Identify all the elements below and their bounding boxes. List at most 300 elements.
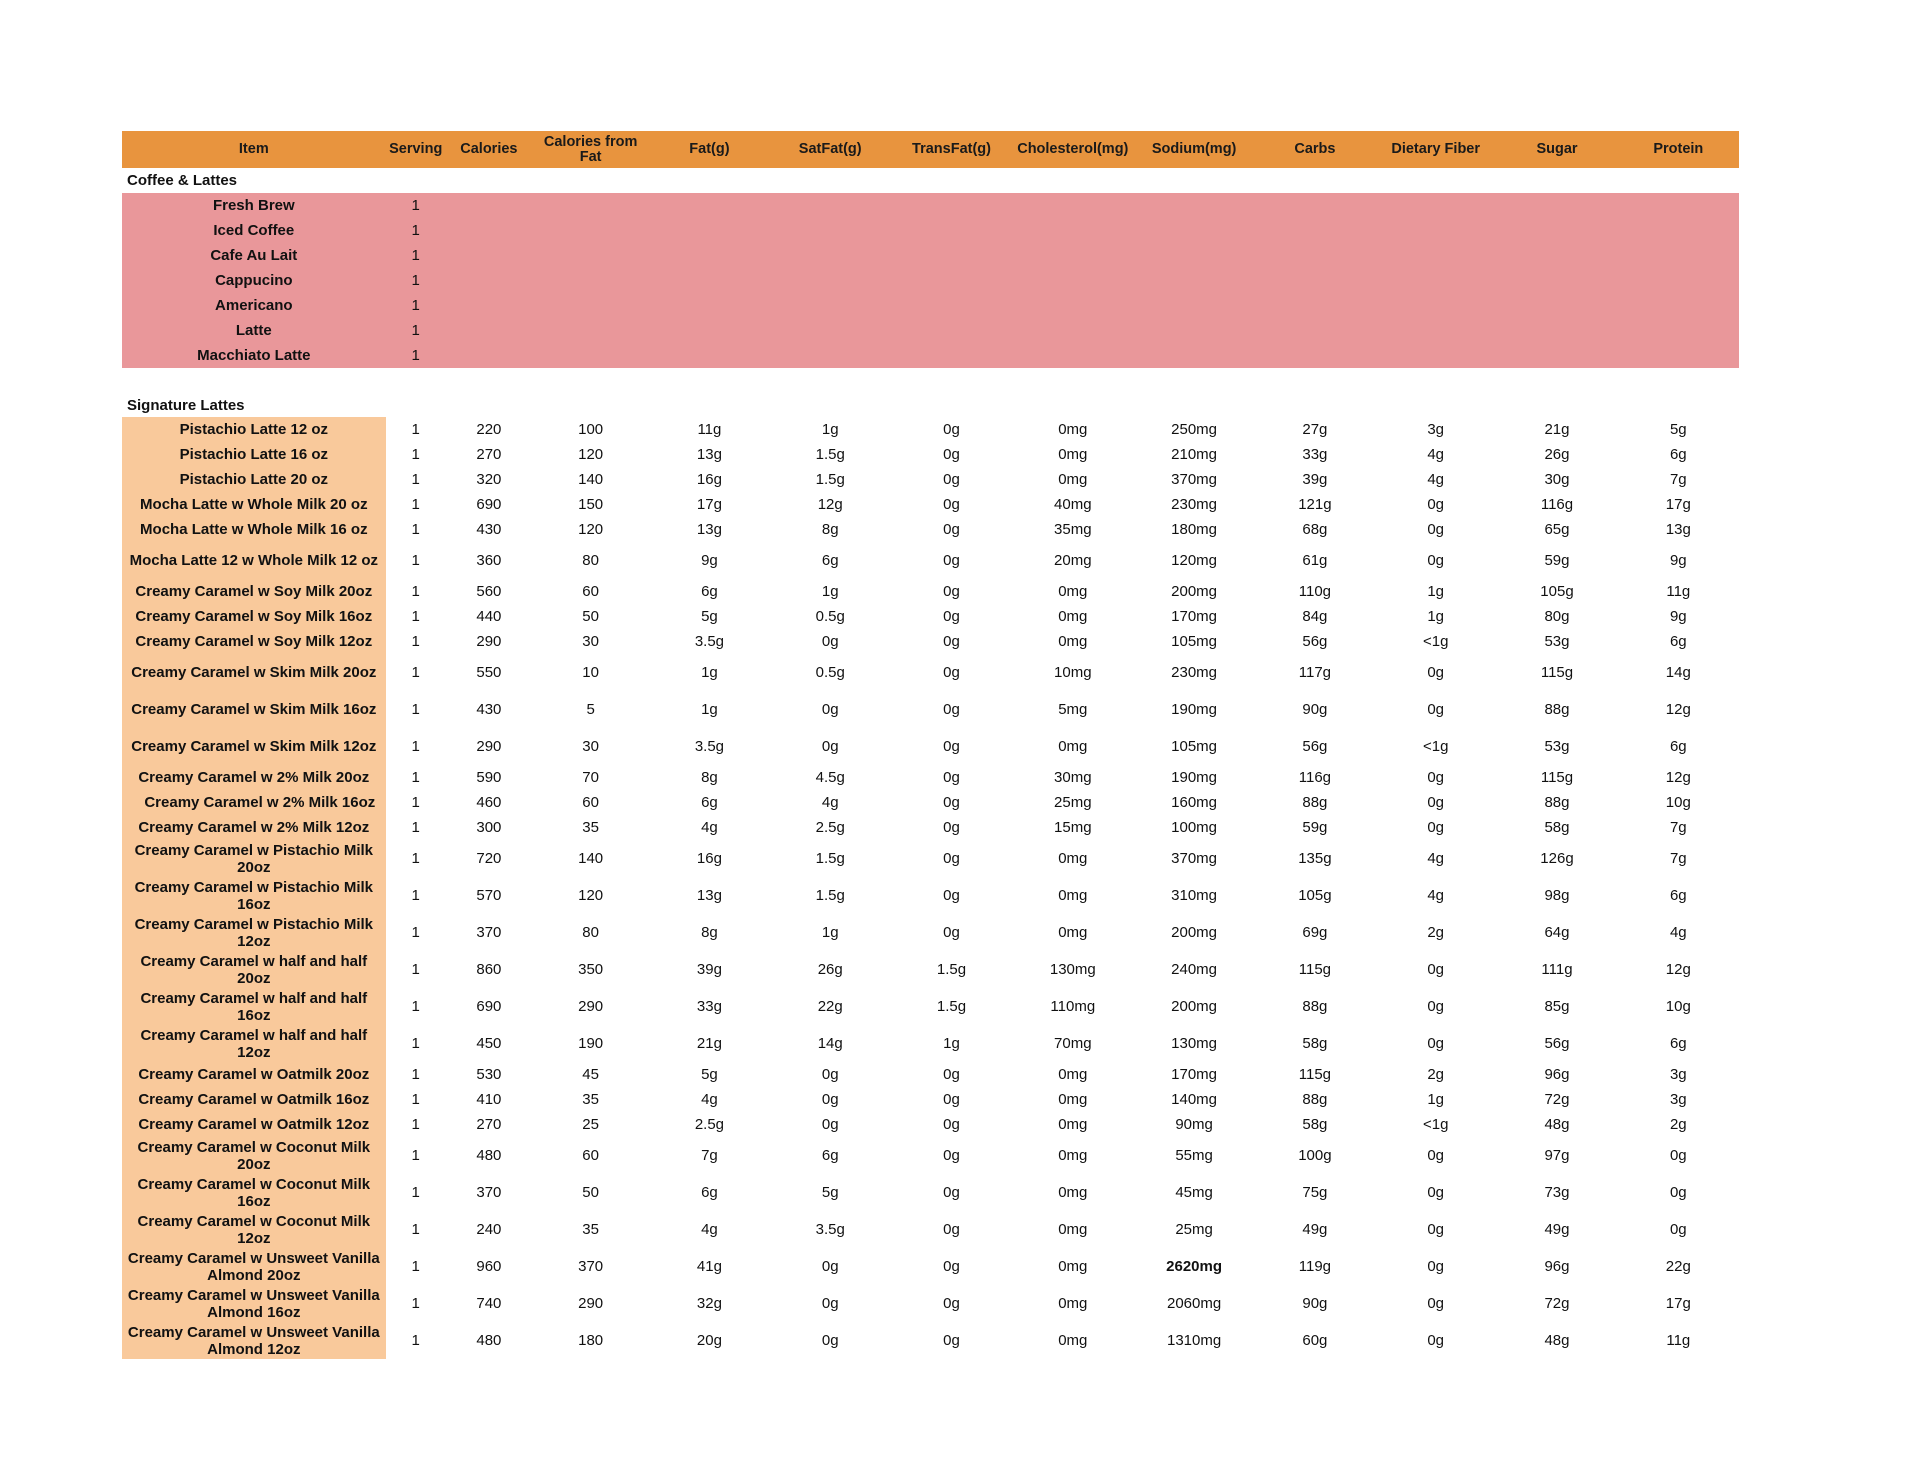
dietary-fiber-cell: 1g [1375,579,1496,604]
fat-cell: 1g [649,654,769,691]
dietary-fiber-cell: 1g [1375,604,1496,629]
calories-cell: 320 [446,467,532,492]
calories-from-fat-cell: 120 [532,442,649,467]
calories-from-fat-cell: 140 [532,840,649,877]
empty-cell [770,193,891,218]
fat-cell: 13g [649,517,769,542]
empty-cell [1375,268,1496,293]
empty-cell [1133,243,1254,268]
item-name: Fresh Brew [122,193,386,218]
transfat-cell: 0g [891,442,1012,467]
calories-cell: 290 [446,629,532,654]
item-name: Creamy Caramel w Soy Milk 20oz [122,579,386,604]
item-name: Creamy Caramel w Pistachio Milk 16oz [122,877,386,914]
satfat-cell: 0g [770,728,891,765]
transfat-cell: 0g [891,1211,1012,1248]
table-row [122,654,1739,691]
sodium-cell: 190mg [1133,765,1254,790]
table-row [122,243,1739,268]
transfat-cell: 0g [891,1285,1012,1322]
empty-cell [446,218,532,243]
serving-cell: 1 [386,604,446,629]
protein-cell: 2g [1618,1112,1739,1137]
cholesterol-cell: 40mg [1012,492,1133,517]
serving-cell: 1 [386,765,446,790]
sugar-cell: 115g [1496,765,1617,790]
sodium-cell: 200mg [1133,914,1254,951]
protein-cell: 4g [1618,914,1739,951]
table-row [122,790,1739,815]
protein-cell: 0g [1618,1137,1739,1174]
table-row [122,218,1739,243]
fat-cell: 32g [649,1285,769,1322]
fat-cell: 6g [649,1174,769,1211]
item-name: Creamy Caramel w 2% Milk 20oz [122,765,386,790]
calories-cell: 430 [446,517,532,542]
serving-cell: 1 [386,243,446,268]
cholesterol-cell: 0mg [1012,728,1133,765]
cholesterol-cell: 110mg [1012,988,1133,1025]
item-name: Creamy Caramel w Pistachio Milk 20oz [122,840,386,877]
calories-from-fat-cell: 50 [532,604,649,629]
transfat-cell: 0g [891,815,1012,840]
empty-cell [891,343,1012,368]
empty-cell [446,343,532,368]
cholesterol-cell: 10mg [1012,654,1133,691]
transfat-cell: 0g [891,840,1012,877]
empty-cell [1133,268,1254,293]
sugar-cell: 58g [1496,815,1617,840]
transfat-cell: 0g [891,517,1012,542]
fat-cell: 8g [649,765,769,790]
calories-from-fat-cell: 80 [532,542,649,579]
empty-cell [1375,218,1496,243]
empty-cell [1255,243,1375,268]
carbs-cell: 121g [1255,492,1375,517]
satfat-cell: 1g [770,914,891,951]
satfat-cell: 0g [770,1087,891,1112]
dietary-fiber-cell: 3g [1375,417,1496,442]
empty-cell [1375,193,1496,218]
dietary-fiber-cell: 0g [1375,1137,1496,1174]
table-row [122,1025,1739,1062]
sodium-cell: 370mg [1133,467,1254,492]
empty-cell [1375,343,1496,368]
calories-from-fat-cell: 30 [532,629,649,654]
satfat-cell: 4.5g [770,765,891,790]
dietary-fiber-cell: 0g [1375,815,1496,840]
sodium-cell: 370mg [1133,840,1254,877]
empty-cell [1375,318,1496,343]
table-row [122,914,1739,951]
item-name: Creamy Caramel w Coconut Milk 12oz [122,1211,386,1248]
sodium-cell: 90mg [1133,1112,1254,1137]
fat-cell: 4g [649,1087,769,1112]
item-name: Mocha Latte w Whole Milk 20 oz [122,492,386,517]
carbs-cell: 58g [1255,1025,1375,1062]
dietary-fiber-cell: 0g [1375,1285,1496,1322]
transfat-cell: 0g [891,1322,1012,1359]
carbs-cell: 88g [1255,1087,1375,1112]
calories-from-fat-cell: 150 [532,492,649,517]
protein-cell: 0g [1618,1211,1739,1248]
protein-cell: 9g [1618,542,1739,579]
protein-cell: 6g [1618,1025,1739,1062]
satfat-cell: 6g [770,542,891,579]
satfat-cell: 22g [770,988,891,1025]
cholesterol-cell: 0mg [1012,840,1133,877]
cholesterol-cell: 0mg [1012,914,1133,951]
empty-cell [1255,343,1375,368]
protein-cell: 9g [1618,604,1739,629]
calories-from-fat-cell: 50 [532,1174,649,1211]
item-name: Creamy Caramel w Coconut Milk 20oz [122,1137,386,1174]
dietary-fiber-cell: 0g [1375,1322,1496,1359]
table-row [122,840,1739,877]
dietary-fiber-cell: 0g [1375,790,1496,815]
carbs-cell: 59g [1255,815,1375,840]
satfat-cell: 1g [770,417,891,442]
table-row [122,517,1739,542]
sugar-cell: 21g [1496,417,1617,442]
calories-cell: 560 [446,579,532,604]
table-row [122,1285,1739,1322]
calories-cell: 530 [446,1062,532,1087]
fat-cell: 9g [649,542,769,579]
calories-from-fat-cell: 290 [532,988,649,1025]
calories-cell: 590 [446,765,532,790]
empty-cell [1012,293,1133,318]
empty-cell [532,243,649,268]
dietary-fiber-cell: 0g [1375,1025,1496,1062]
dietary-fiber-cell: 0g [1375,691,1496,728]
dietary-fiber-cell: 0g [1375,492,1496,517]
calories-cell: 960 [446,1248,532,1285]
item-name: Creamy Caramel w Pistachio Milk 12oz [122,914,386,951]
section-title: Coffee & Lattes [122,168,1739,193]
cholesterol-cell: 0mg [1012,442,1133,467]
protein-cell: 17g [1618,492,1739,517]
column-header-calories: Calories [446,131,532,168]
serving-cell: 1 [386,629,446,654]
sodium-cell: 200mg [1133,579,1254,604]
calories-cell: 270 [446,1112,532,1137]
table-row [122,1087,1739,1112]
protein-cell: 12g [1618,951,1739,988]
fat-cell: 16g [649,467,769,492]
calories-cell: 240 [446,1211,532,1248]
table-row [122,629,1739,654]
sugar-cell: 53g [1496,629,1617,654]
cholesterol-cell: 35mg [1012,517,1133,542]
sodium-cell: 240mg [1133,951,1254,988]
sodium-cell: 180mg [1133,517,1254,542]
protein-cell: 3g [1618,1062,1739,1087]
protein-cell: 17g [1618,1285,1739,1322]
transfat-cell: 0g [891,604,1012,629]
empty-cell [891,218,1012,243]
carbs-cell: 90g [1255,1285,1375,1322]
calories-from-fat-cell: 100 [532,417,649,442]
sodium-cell: 120mg [1133,542,1254,579]
table-row [122,691,1739,728]
satfat-cell: 3.5g [770,1211,891,1248]
calories-from-fat-cell: 5 [532,691,649,728]
satfat-cell: 0g [770,1285,891,1322]
transfat-cell: 1g [891,1025,1012,1062]
empty-cell [1496,343,1617,368]
serving-cell: 1 [386,1211,446,1248]
calories-from-fat-cell: 60 [532,790,649,815]
serving-cell: 1 [386,951,446,988]
protein-cell: 7g [1618,840,1739,877]
protein-cell: 14g [1618,654,1739,691]
sugar-cell: 97g [1496,1137,1617,1174]
dietary-fiber-cell: 0g [1375,1211,1496,1248]
serving-cell: 1 [386,492,446,517]
empty-cell [770,268,891,293]
empty-cell [649,193,769,218]
item-name: Latte [122,318,386,343]
fat-cell: 17g [649,492,769,517]
serving-cell: 1 [386,467,446,492]
empty-cell [1012,343,1133,368]
satfat-cell: 6g [770,1137,891,1174]
satfat-cell: 0g [770,1248,891,1285]
serving-cell: 1 [386,1062,446,1087]
empty-cell [1496,318,1617,343]
empty-cell [532,218,649,243]
column-header-satfat: SatFat(g) [770,131,891,168]
item-name: Creamy Caramel w Skim Milk 16oz [122,691,386,728]
calories-from-fat-cell: 180 [532,1322,649,1359]
empty-cell [770,243,891,268]
calories-cell: 720 [446,840,532,877]
carbs-cell: 88g [1255,988,1375,1025]
calories-cell: 570 [446,877,532,914]
calories-from-fat-cell: 370 [532,1248,649,1285]
satfat-cell: 26g [770,951,891,988]
column-header-fat: Fat(g) [649,131,769,168]
table-row [122,815,1739,840]
carbs-cell: 115g [1255,951,1375,988]
calories-cell: 860 [446,951,532,988]
serving-cell: 1 [386,579,446,604]
empty-cell [1618,243,1739,268]
sodium-cell: 25mg [1133,1211,1254,1248]
column-header-sugar: Sugar [1496,131,1617,168]
table-row [122,579,1739,604]
dietary-fiber-cell: 0g [1375,1248,1496,1285]
item-name: Creamy Caramel w Unsweet Vanilla Almond 20oz [122,1248,386,1285]
empty-cell [770,218,891,243]
satfat-cell: 1.5g [770,442,891,467]
transfat-cell: 0g [891,1112,1012,1137]
empty-cell [649,218,769,243]
transfat-cell: 1.5g [891,988,1012,1025]
empty-cell [532,293,649,318]
sugar-cell: 96g [1496,1248,1617,1285]
transfat-cell: 0g [891,492,1012,517]
transfat-cell: 0g [891,417,1012,442]
dietary-fiber-cell: <1g [1375,1112,1496,1137]
empty-cell [1255,218,1375,243]
section-header-row [122,393,1739,417]
empty-cell [770,318,891,343]
calories-from-fat-cell: 120 [532,877,649,914]
section-title: Signature Lattes [122,393,1739,417]
table-row [122,1211,1739,1248]
dietary-fiber-cell: <1g [1375,728,1496,765]
empty-cell [1618,318,1739,343]
transfat-cell: 0g [891,790,1012,815]
sugar-cell: 72g [1496,1285,1617,1322]
fat-cell: 1g [649,691,769,728]
satfat-cell: 0g [770,629,891,654]
sodium-cell: 170mg [1133,604,1254,629]
table-row [122,1174,1739,1211]
calories-cell: 430 [446,691,532,728]
sugar-cell: 96g [1496,1062,1617,1087]
carbs-cell: 75g [1255,1174,1375,1211]
sodium-cell: 55mg [1133,1137,1254,1174]
carbs-cell: 39g [1255,467,1375,492]
nutrition-table [122,131,1739,1359]
cholesterol-cell: 5mg [1012,691,1133,728]
serving-cell: 1 [386,988,446,1025]
empty-cell [1133,218,1254,243]
calories-cell: 690 [446,988,532,1025]
empty-cell [446,243,532,268]
dietary-fiber-cell: 0g [1375,517,1496,542]
calories-cell: 370 [446,1174,532,1211]
satfat-cell: 1.5g [770,840,891,877]
empty-cell [649,343,769,368]
fat-cell: 2.5g [649,1112,769,1137]
sodium-cell: 230mg [1133,654,1254,691]
satfat-cell: 0.5g [770,654,891,691]
sugar-cell: 88g [1496,691,1617,728]
empty-cell [891,318,1012,343]
dietary-fiber-cell: 0g [1375,988,1496,1025]
fat-cell: 6g [649,579,769,604]
column-header-calories-from-fat: Calories from Fat [532,131,649,168]
calories-from-fat-cell: 70 [532,765,649,790]
empty-cell [891,268,1012,293]
table-row [122,604,1739,629]
spacer-cell [122,368,1739,393]
empty-cell [649,268,769,293]
table-header-row [122,131,1739,168]
empty-cell [891,193,1012,218]
transfat-cell: 0g [891,691,1012,728]
section-header-row [122,168,1739,193]
satfat-cell: 8g [770,517,891,542]
satfat-cell: 0g [770,1112,891,1137]
serving-cell: 1 [386,1248,446,1285]
sodium-cell: 105mg [1133,728,1254,765]
carbs-cell: 84g [1255,604,1375,629]
table-row [122,268,1739,293]
satfat-cell: 1.5g [770,467,891,492]
dietary-fiber-cell: 4g [1375,467,1496,492]
cholesterol-cell: 0mg [1012,1211,1133,1248]
table-row [122,293,1739,318]
table-row [122,951,1739,988]
transfat-cell: 0g [891,629,1012,654]
carbs-cell: 105g [1255,877,1375,914]
sodium-cell: 170mg [1133,1062,1254,1087]
cholesterol-cell: 0mg [1012,1062,1133,1087]
cholesterol-cell: 25mg [1012,790,1133,815]
serving-cell: 1 [386,840,446,877]
carbs-cell: 88g [1255,790,1375,815]
table-row [122,728,1739,765]
serving-cell: 1 [386,1087,446,1112]
carbs-cell: 100g [1255,1137,1375,1174]
sugar-cell: 73g [1496,1174,1617,1211]
calories-from-fat-cell: 35 [532,1211,649,1248]
carbs-cell: 110g [1255,579,1375,604]
cholesterol-cell: 0mg [1012,604,1133,629]
empty-cell [1012,243,1133,268]
protein-cell: 6g [1618,629,1739,654]
column-header-dietary-fiber: Dietary Fiber [1375,131,1496,168]
item-name: Creamy Caramel w Coconut Milk 16oz [122,1174,386,1211]
calories-from-fat-cell: 25 [532,1112,649,1137]
empty-cell [1618,193,1739,218]
item-name: Creamy Caramel w half and half 16oz [122,988,386,1025]
satfat-cell: 0.5g [770,604,891,629]
item-name: Creamy Caramel w half and half 20oz [122,951,386,988]
transfat-cell: 0g [891,542,1012,579]
empty-cell [1012,268,1133,293]
fat-cell: 11g [649,417,769,442]
calories-cell: 740 [446,1285,532,1322]
table-row [122,1112,1739,1137]
empty-cell [532,318,649,343]
sodium-cell: 310mg [1133,877,1254,914]
empty-cell [1133,293,1254,318]
cholesterol-cell: 0mg [1012,1285,1133,1322]
sugar-cell: 26g [1496,442,1617,467]
dietary-fiber-cell: 4g [1375,442,1496,467]
table-row [122,877,1739,914]
cholesterol-cell: 0mg [1012,467,1133,492]
item-name: Creamy Caramel w Oatmilk 20oz [122,1062,386,1087]
calories-from-fat-cell: 60 [532,579,649,604]
transfat-cell: 0g [891,1174,1012,1211]
table-row [122,1322,1739,1359]
item-name: Mocha Latte w Whole Milk 16 oz [122,517,386,542]
serving-cell: 1 [386,517,446,542]
table-row [122,343,1739,368]
protein-cell: 5g [1618,417,1739,442]
empty-cell [891,293,1012,318]
fat-cell: 3.5g [649,629,769,654]
sodium-cell: 230mg [1133,492,1254,517]
calories-cell: 550 [446,654,532,691]
empty-cell [1618,218,1739,243]
satfat-cell: 1.5g [770,877,891,914]
empty-cell [649,243,769,268]
fat-cell: 4g [649,1211,769,1248]
fat-cell: 13g [649,442,769,467]
table-row [122,1248,1739,1285]
sodium-cell: 2620mg [1133,1248,1254,1285]
transfat-cell: 0g [891,765,1012,790]
empty-cell [1496,218,1617,243]
